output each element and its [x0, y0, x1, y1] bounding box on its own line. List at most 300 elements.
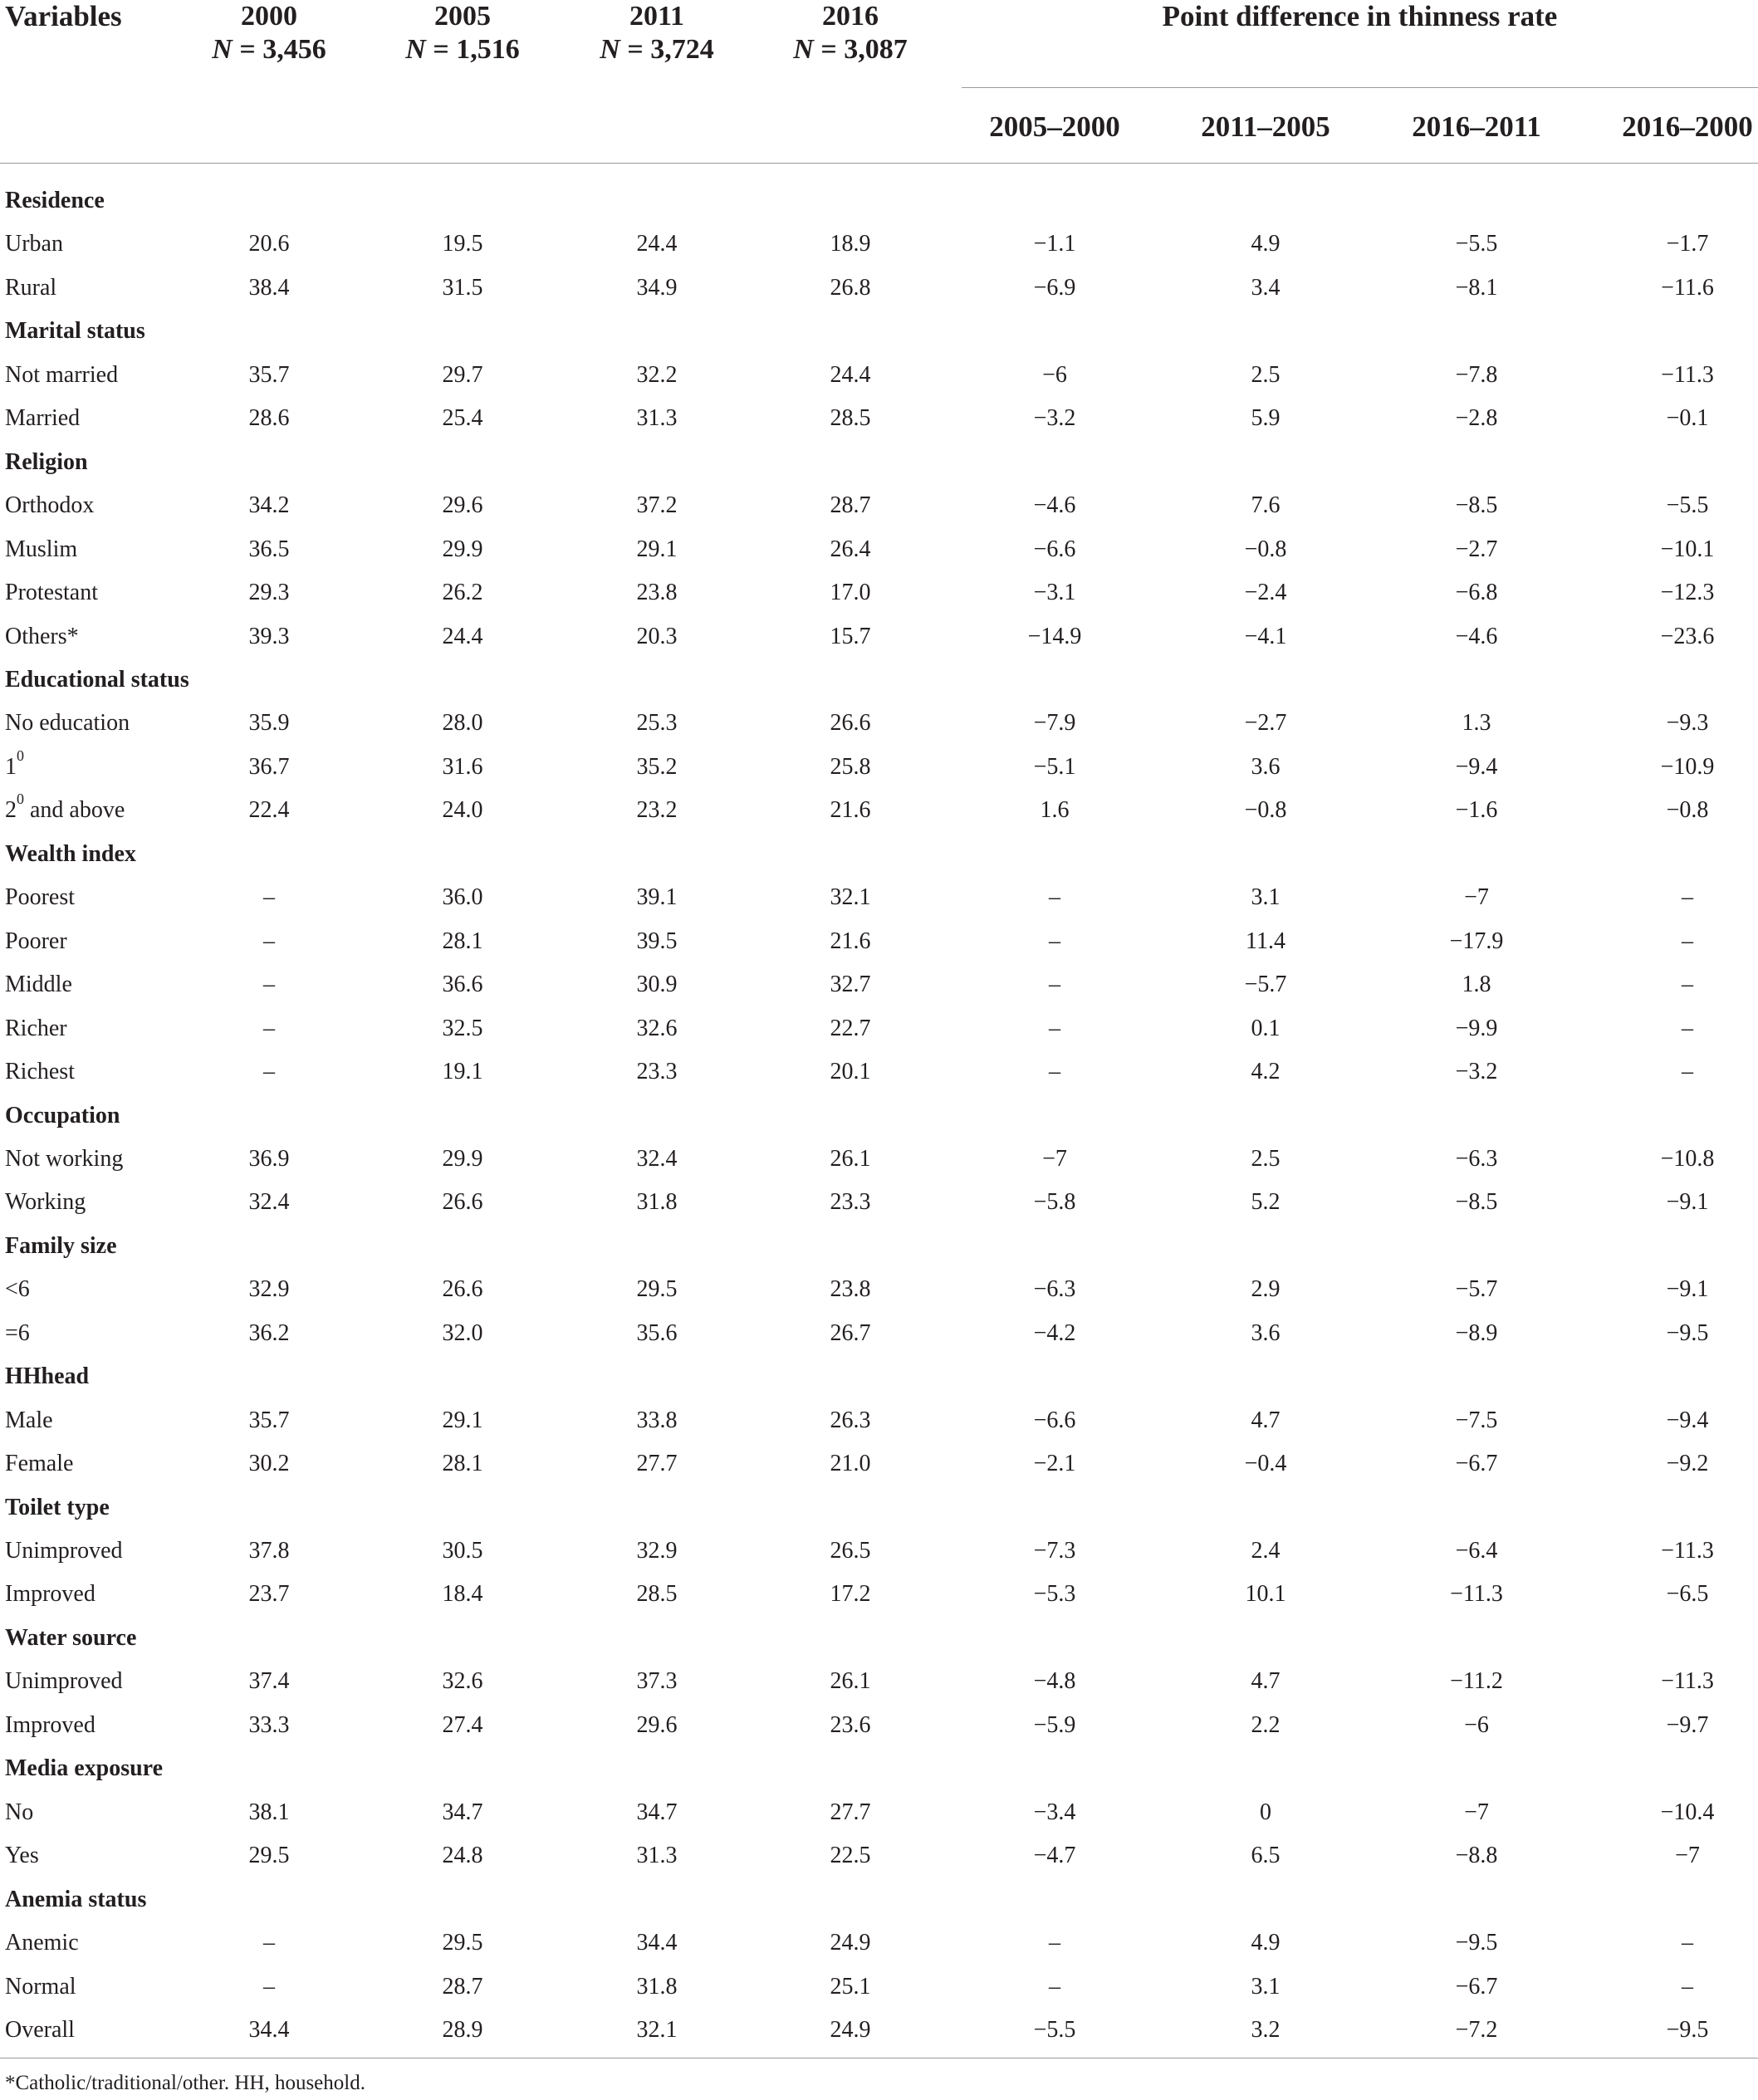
- thinness-rate-cell: 35.2: [636, 753, 678, 780]
- thinness-rate-cell: 32.1: [830, 884, 871, 911]
- point-difference-cell: −6.9: [1033, 274, 1076, 301]
- table-row: [0, 1312, 1758, 1355]
- point-difference-cell: −3.4: [1033, 1799, 1076, 1825]
- thinness-rate-cell: 29.1: [636, 536, 678, 562]
- point-difference-cell: −0.8: [1666, 797, 1709, 824]
- table-row: [0, 2009, 1758, 2052]
- table-row: [0, 354, 1758, 397]
- row-label: <6: [5, 1276, 30, 1303]
- point-difference-cell: −5.5: [1033, 2016, 1076, 2043]
- row-label: Improved: [5, 1711, 95, 1738]
- thinness-rate-cell: 28.9: [442, 2016, 483, 2043]
- point-difference-cell: −6.3: [1033, 1276, 1076, 1303]
- thinness-rate-cell: 17.2: [830, 1581, 871, 1608]
- thinness-rate-cell: 24.9: [830, 2016, 871, 2043]
- table-row: [0, 223, 1758, 266]
- thinness-rate-cell: 39.3: [248, 623, 290, 649]
- point-difference-cell: −4.1: [1244, 623, 1287, 649]
- table-row: [0, 1268, 1758, 1311]
- header-year-label: 2016: [822, 1, 879, 32]
- point-difference-cell: −10.1: [1660, 536, 1715, 562]
- row-label: Male: [5, 1407, 53, 1433]
- point-difference-cell: 1.8: [1462, 972, 1491, 998]
- point-difference-cell: −23.6: [1660, 623, 1715, 649]
- point-difference-cell: −6.5: [1666, 1581, 1709, 1608]
- thinness-rate-cell: 36.5: [248, 536, 290, 562]
- point-difference-cell: −8.1: [1455, 274, 1498, 301]
- thinness-rate-cell: 24.4: [636, 231, 678, 257]
- thinness-rate-cell: 28.5: [636, 1581, 678, 1608]
- row-label: Working: [5, 1189, 86, 1216]
- thinness-rate-cell: 39.5: [636, 928, 678, 954]
- section-header-row: [0, 1747, 1758, 1790]
- point-difference-cell: −7: [1464, 1799, 1489, 1825]
- header-year-2011: [561, 0, 752, 66]
- thinness-rate-cell: 30.2: [248, 1451, 290, 1477]
- row-label: Poorest: [5, 884, 75, 911]
- point-difference-cell: −1.7: [1666, 231, 1709, 257]
- point-difference-cell: 4.9: [1251, 1930, 1281, 1956]
- point-difference-cell: −2.7: [1455, 536, 1498, 562]
- thinness-rate-cell: 36.2: [248, 1319, 290, 1346]
- header-subrule: [962, 87, 1758, 88]
- point-difference-cell: −11.6: [1661, 274, 1714, 301]
- thinness-rate-cell: 35.7: [248, 361, 290, 388]
- header-diff-2005-2000: 2005–2000: [989, 110, 1120, 143]
- thinness-rate-cell: 19.1: [442, 1059, 483, 1084]
- table-row: [0, 267, 1758, 310]
- point-difference-cell: −7.5: [1455, 1407, 1498, 1433]
- point-difference-cell: –: [1682, 1015, 1693, 1041]
- thinness-rate-cell: 30.5: [442, 1538, 483, 1564]
- thinness-rate-cell: 31.3: [636, 1843, 678, 1869]
- point-difference-cell: 5.9: [1251, 405, 1281, 432]
- point-difference-cell: −11.3: [1450, 1581, 1503, 1608]
- thinness-rate-cell: 23.2: [636, 797, 678, 824]
- thinness-rate-cell: 34.7: [636, 1799, 678, 1825]
- section-label: Water source: [5, 1624, 137, 1651]
- thinness-rate-cell: 28.5: [830, 405, 871, 432]
- header-sample-size: N = 3,087: [793, 34, 908, 65]
- row-label: Improved: [5, 1581, 95, 1608]
- thinness-rate-cell: 29.5: [442, 1930, 483, 1956]
- point-difference-cell: −11.2: [1450, 1668, 1503, 1695]
- point-difference-cell: 11.4: [1246, 928, 1285, 954]
- section-label: Family size: [5, 1232, 117, 1259]
- point-difference-cell: −7.3: [1033, 1538, 1076, 1564]
- point-difference-cell: 3.6: [1251, 1319, 1281, 1346]
- thinness-rate-cell: 26.6: [442, 1276, 483, 1303]
- table-row: [0, 746, 1758, 789]
- point-difference-cell: 3.1: [1251, 1973, 1281, 2000]
- thinness-rate-cell: 29.6: [636, 1711, 678, 1738]
- point-difference-cell: −7.9: [1033, 710, 1076, 737]
- thinness-rate-cell: 21.0: [830, 1451, 871, 1477]
- point-difference-cell: −10.8: [1660, 1145, 1715, 1172]
- point-difference-cell: −4.6: [1455, 623, 1498, 649]
- point-difference-cell: 3.1: [1251, 884, 1281, 911]
- point-difference-cell: −10.4: [1660, 1799, 1715, 1825]
- row-label: Not married: [5, 361, 119, 388]
- thinness-rate-cell: 35.6: [636, 1319, 678, 1346]
- point-difference-cell: −6: [1042, 361, 1067, 388]
- thinness-rate-cell: 22.5: [830, 1843, 871, 1869]
- point-difference-cell: −9.5: [1455, 1930, 1498, 1956]
- point-difference-cell: −9.4: [1455, 753, 1498, 780]
- point-difference-cell: −8.8: [1455, 1843, 1498, 1869]
- point-difference-cell: –: [1049, 928, 1060, 954]
- point-difference-cell: −6.6: [1033, 536, 1076, 562]
- thinness-rate-cell: 31.3: [636, 405, 678, 432]
- point-difference-cell: 3.6: [1251, 753, 1281, 780]
- thinness-rate-cell: 26.3: [830, 1407, 871, 1433]
- table-row: [0, 397, 1758, 440]
- thinness-rate-cell: 22.7: [830, 1015, 871, 1041]
- row-label: =6: [5, 1319, 30, 1346]
- thinness-rate-cell: 38.1: [248, 1799, 290, 1825]
- section-label: Media exposure: [5, 1755, 164, 1782]
- thinness-rate-cell: 21.6: [830, 797, 871, 824]
- point-difference-cell: −6.6: [1033, 1407, 1076, 1433]
- thinness-rate-cell: 38.4: [248, 274, 290, 301]
- section-header-row: [0, 1617, 1758, 1660]
- thinness-rate-cell: 23.8: [830, 1276, 871, 1303]
- row-label: Richer: [5, 1015, 67, 1041]
- thinness-rate-cell: 34.2: [248, 492, 290, 519]
- row-label: Richest: [5, 1059, 75, 1084]
- table-row: [0, 484, 1758, 527]
- row-label: Overall: [5, 2016, 75, 2043]
- point-difference-cell: −12.3: [1660, 580, 1715, 605]
- thinness-rate-cell: 25.8: [830, 753, 871, 780]
- table-row: [0, 1007, 1758, 1050]
- header-year-2005: [367, 0, 558, 66]
- thinness-rate-cell: –: [263, 972, 275, 998]
- point-difference-cell: −3.1: [1033, 580, 1076, 605]
- section-header-row: [0, 1225, 1758, 1268]
- thinness-rate-cell: 26.1: [830, 1668, 871, 1695]
- point-difference-cell: −1.1: [1033, 231, 1076, 257]
- thinness-rate-cell: 37.2: [636, 492, 678, 519]
- point-difference-cell: −9.5: [1666, 2016, 1709, 2043]
- thinness-rate-cell: 32.0: [442, 1319, 483, 1346]
- point-difference-cell: −6.8: [1455, 580, 1498, 605]
- point-difference-cell: −7.8: [1455, 361, 1498, 388]
- table-row: [0, 1660, 1758, 1703]
- point-difference-cell: −5.5: [1455, 231, 1498, 257]
- section-label: Wealth index: [5, 840, 136, 867]
- table-row: [0, 1704, 1758, 1747]
- point-difference-cell: −9.1: [1666, 1276, 1709, 1303]
- point-difference-cell: −9.1: [1666, 1189, 1709, 1216]
- thinness-rate-cell: 23.3: [830, 1189, 871, 1216]
- point-difference-cell: 4.9: [1251, 231, 1281, 257]
- row-label: Anemic: [5, 1930, 79, 1956]
- point-difference-cell: −5.7: [1244, 972, 1287, 998]
- thinness-rate-cell: –: [263, 1930, 275, 1956]
- table-row: [0, 1530, 1758, 1573]
- thinness-rate-cell: 24.8: [442, 1843, 483, 1869]
- thinness-rate-cell: –: [263, 1059, 275, 1084]
- point-difference-cell: –: [1682, 1059, 1693, 1084]
- point-difference-cell: −7.2: [1455, 2016, 1498, 2043]
- thinness-rate-cell: 28.0: [442, 710, 483, 737]
- thinness-rate-cell: 31.8: [636, 1189, 678, 1216]
- row-label: Orthodox: [5, 492, 95, 519]
- thinness-rate-cell: 32.6: [636, 1015, 678, 1041]
- point-difference-cell: 3.2: [1251, 2016, 1281, 2043]
- thinness-rate-cell: 31.6: [442, 753, 483, 780]
- section-header-row: [0, 1355, 1758, 1398]
- point-difference-cell: 5.2: [1251, 1189, 1281, 1216]
- point-difference-cell: −4.6: [1033, 492, 1076, 519]
- table-row: [0, 528, 1758, 571]
- point-difference-cell: –: [1049, 884, 1060, 911]
- thinness-rate-cell: 26.6: [830, 710, 871, 737]
- point-difference-cell: 2.4: [1251, 1538, 1281, 1564]
- thinness-rate-cell: 32.4: [248, 1189, 290, 1216]
- section-header-row: [0, 179, 1758, 223]
- section-label: Religion: [5, 448, 88, 475]
- thinness-rate-cell: 34.4: [248, 2016, 290, 2043]
- header-sample-size: N = 3,456: [212, 34, 326, 65]
- thinness-rate-cell: 24.4: [830, 361, 871, 388]
- row-label: Married: [5, 405, 81, 432]
- thinness-rate-cell: 26.1: [830, 1145, 871, 1172]
- point-difference-cell: −1.6: [1455, 797, 1498, 824]
- section-header-row: [0, 1094, 1758, 1138]
- table-row: [0, 1442, 1758, 1486]
- point-difference-cell: –: [1049, 1973, 1060, 2000]
- thinness-rate-cell: 23.7: [248, 1581, 290, 1608]
- thinness-rate-cell: 35.9: [248, 710, 290, 737]
- point-difference-cell: –: [1049, 1930, 1060, 1956]
- point-difference-cell: −8.5: [1455, 1189, 1498, 1216]
- thinness-rate-cell: 29.5: [248, 1843, 290, 1869]
- header-year-2016: [755, 0, 946, 66]
- row-label: $2^0$ and above: [5, 790, 125, 824]
- point-difference-cell: −6.7: [1455, 1451, 1498, 1477]
- thinness-rate-cell: 37.3: [636, 1668, 678, 1695]
- thinness-rate-cell: 36.9: [248, 1145, 290, 1172]
- thinness-rate-cell: 32.9: [248, 1276, 290, 1303]
- thinness-rate-cell: 29.1: [442, 1407, 483, 1433]
- thinness-rate-cell: 26.6: [442, 1189, 483, 1216]
- thinness-rate-cell: 32.1: [636, 2016, 678, 2043]
- point-difference-cell: −11.3: [1661, 1668, 1714, 1695]
- point-difference-cell: −9.7: [1666, 1711, 1709, 1738]
- thinness-rate-cell: –: [263, 1015, 275, 1041]
- point-difference-cell: –: [1049, 1015, 1060, 1041]
- table-row: [0, 963, 1758, 1006]
- header-year-label: 2011: [629, 1, 685, 32]
- point-difference-cell: −4.8: [1033, 1668, 1076, 1695]
- row-label: Female: [5, 1451, 74, 1477]
- point-difference-cell: −0.8: [1244, 797, 1287, 824]
- thinness-rate-cell: 18.4: [442, 1581, 483, 1608]
- thinness-rate-cell: 25.4: [442, 405, 483, 432]
- thinness-rate-cell: 31.5: [442, 274, 483, 301]
- point-difference-cell: 0: [1260, 1799, 1271, 1825]
- thinness-rate-cell: 29.9: [442, 536, 483, 562]
- point-difference-cell: −9.5: [1666, 1319, 1709, 1346]
- thinness-rate-cell: 28.6: [248, 405, 290, 432]
- point-difference-cell: −0.4: [1244, 1451, 1287, 1477]
- point-difference-cell: −9.4: [1666, 1407, 1709, 1433]
- thinness-rate-cell: 15.7: [830, 623, 871, 649]
- thinness-rate-cell: 35.7: [248, 1407, 290, 1433]
- row-label: Rural: [5, 274, 57, 301]
- thinness-rate-cell: 29.5: [636, 1276, 678, 1303]
- thinness-rate-cell: 33.3: [248, 1711, 290, 1738]
- thinness-rate-cell: 32.4: [636, 1145, 678, 1172]
- table-row: [0, 1573, 1758, 1616]
- thinness-rate-cell: 32.2: [636, 361, 678, 388]
- thinness-rate-cell: 24.0: [442, 797, 483, 824]
- table-row: [0, 1399, 1758, 1442]
- row-label: Protestant: [5, 580, 98, 605]
- point-difference-cell: −7: [1464, 884, 1489, 911]
- point-difference-cell: −10.9: [1660, 753, 1715, 780]
- section-label: Occupation: [5, 1102, 120, 1128]
- point-difference-cell: −9.3: [1666, 710, 1709, 737]
- point-difference-cell: −9.2: [1666, 1451, 1709, 1477]
- point-difference-cell: 4.2: [1251, 1059, 1281, 1084]
- point-difference-cell: −6.4: [1455, 1538, 1498, 1564]
- row-label: Unimproved: [5, 1668, 123, 1695]
- thinness-rate-cell: 20.1: [830, 1059, 871, 1084]
- row-label: No: [5, 1799, 34, 1825]
- thinness-rate-cell: 28.7: [442, 1973, 483, 2000]
- thinness-rate-cell: 32.6: [442, 1668, 483, 1695]
- section-label: Toilet type: [5, 1494, 110, 1520]
- row-label: Middle: [5, 972, 72, 998]
- point-difference-cell: 4.7: [1251, 1668, 1281, 1695]
- thinness-rate-cell: 27.7: [636, 1451, 678, 1477]
- thinness-rate-cell: 26.2: [442, 580, 483, 605]
- thinness-rate-cell: 26.4: [830, 536, 871, 562]
- point-difference-cell: −6: [1464, 1711, 1489, 1738]
- thinness-rate-cell: 25.3: [636, 710, 678, 737]
- header-diff-2016-2011: 2016–2011: [1412, 110, 1541, 143]
- table-row: [0, 1138, 1758, 1181]
- point-difference-cell: −8.5: [1455, 492, 1498, 519]
- point-difference-cell: 1.3: [1462, 710, 1491, 737]
- table-row: [0, 615, 1758, 658]
- point-difference-cell: 10.1: [1245, 1581, 1286, 1608]
- point-difference-cell: −7: [1675, 1843, 1700, 1869]
- table-row: [0, 702, 1758, 745]
- thinness-rate-cell: –: [263, 884, 275, 911]
- thinness-rate-cell: 17.0: [830, 580, 871, 605]
- thinness-rate-cell: 34.4: [636, 1930, 678, 1956]
- point-difference-cell: –: [1049, 972, 1060, 998]
- thinness-rate-cell: 24.4: [442, 623, 483, 649]
- thinness-rate-cell: 20.6: [248, 231, 290, 257]
- point-difference-cell: –: [1682, 1930, 1693, 1956]
- thinness-rate-cell: 34.9: [636, 274, 678, 301]
- point-difference-cell: 3.4: [1251, 274, 1281, 301]
- table-row: [0, 1834, 1758, 1877]
- thinness-rate-cell: 32.9: [636, 1538, 678, 1564]
- point-difference-cell: –: [1049, 1059, 1060, 1084]
- thinness-rate-cell: 36.6: [442, 972, 483, 998]
- row-label: No education: [5, 710, 130, 737]
- header-sample-size: N = 1,516: [405, 34, 520, 65]
- section-header-row: [0, 1486, 1758, 1530]
- row-label: Normal: [5, 1973, 76, 2000]
- thinness-rate-cell: –: [263, 928, 275, 954]
- point-difference-cell: −5.1: [1033, 753, 1076, 780]
- thinness-rate-cell: 19.5: [442, 231, 483, 257]
- point-difference-cell: 1.6: [1040, 797, 1070, 824]
- point-difference-cell: −2.4: [1244, 580, 1287, 605]
- thinness-rate-cell: 29.7: [442, 361, 483, 388]
- point-difference-cell: −5.8: [1033, 1189, 1076, 1216]
- thinness-rate-cell: 22.4: [248, 797, 290, 824]
- thinness-rate-cell: 25.1: [830, 1973, 871, 2000]
- point-difference-cell: −11.3: [1661, 1538, 1714, 1564]
- thinness-rate-cell: 20.3: [636, 623, 678, 649]
- point-difference-cell: 7.6: [1251, 492, 1281, 519]
- table-row: [0, 1050, 1758, 1094]
- table-row: [0, 920, 1758, 963]
- table-row: [0, 876, 1758, 919]
- row-label: $1^0$: [5, 747, 24, 780]
- thinness-rate-cell: 23.8: [636, 580, 678, 605]
- section-header-row: [0, 441, 1758, 484]
- point-difference-cell: –: [1682, 928, 1693, 954]
- point-difference-cell: –: [1682, 1973, 1693, 2000]
- section-label: Residence: [5, 188, 105, 213]
- point-difference-cell: −8.9: [1455, 1319, 1498, 1346]
- thinness-rate-cell: 26.7: [830, 1319, 871, 1346]
- table-footnote: *Catholic/traditional/other. HH, household.: [5, 2072, 365, 2094]
- point-difference-cell: −17.9: [1449, 928, 1504, 954]
- point-difference-cell: −3.2: [1033, 405, 1076, 432]
- thinness-rate-cell: 37.8: [248, 1538, 290, 1564]
- thinness-rate-cell: 26.8: [830, 274, 871, 301]
- header-point-difference: Point difference in thinness rate: [1162, 0, 1558, 32]
- header-variables: Variables: [5, 0, 122, 32]
- thinness-rate-cell: 23.3: [636, 1059, 678, 1084]
- section-header-row: [0, 833, 1758, 876]
- thinness-rate-cell: 26.5: [830, 1538, 871, 1564]
- row-label: Others*: [5, 623, 79, 649]
- section-label: Anemia status: [5, 1886, 147, 1912]
- point-difference-cell: −0.8: [1244, 536, 1287, 562]
- header-year-2000: [174, 0, 365, 66]
- thinness-rate-cell: 30.9: [636, 972, 678, 998]
- table-row: [0, 571, 1758, 614]
- point-difference-cell: −2.8: [1455, 405, 1498, 432]
- point-difference-cell: −4.2: [1033, 1319, 1076, 1346]
- point-difference-cell: 2.5: [1251, 1145, 1281, 1172]
- table-row: [0, 1921, 1758, 1965]
- thinness-rate-cell: 28.1: [442, 928, 483, 954]
- point-difference-cell: −9.9: [1455, 1015, 1498, 1041]
- thinness-rate-cell: 21.6: [830, 928, 871, 954]
- section-header-row: [0, 1878, 1758, 1921]
- point-difference-cell: −4.7: [1033, 1843, 1076, 1869]
- point-difference-cell: 6.5: [1251, 1843, 1281, 1869]
- row-label: Muslim: [5, 536, 78, 562]
- section-label: Marital status: [5, 318, 145, 345]
- thinness-rate-cell: –: [263, 1973, 275, 2000]
- point-difference-cell: −6.3: [1455, 1145, 1498, 1172]
- point-difference-cell: 2.5: [1251, 361, 1281, 388]
- point-difference-cell: −2.7: [1244, 710, 1287, 737]
